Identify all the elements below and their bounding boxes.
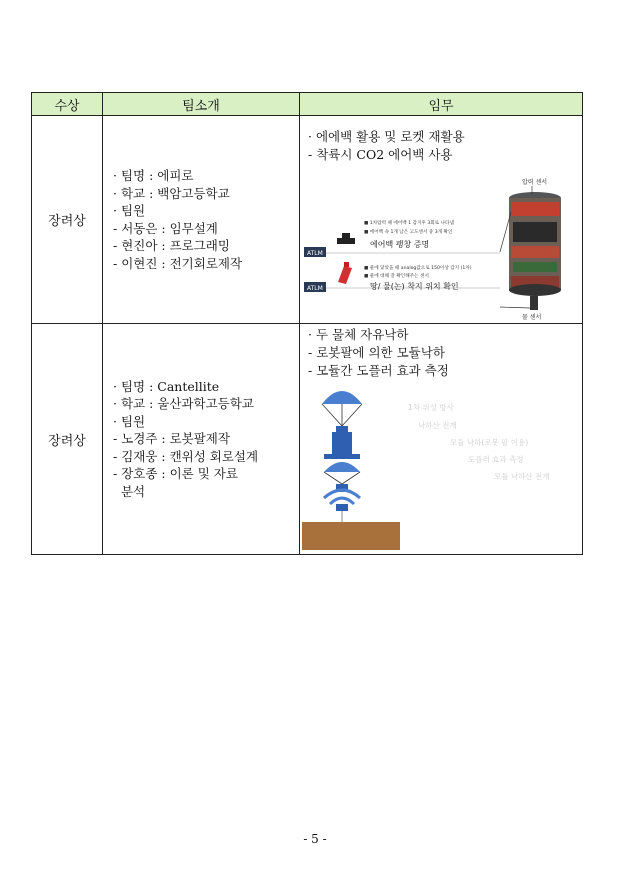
parachute-icon (324, 462, 360, 492)
team-line: · 팀명 : 에피로 (113, 168, 194, 183)
cansat-module-icon (509, 192, 561, 310)
table-row (32, 324, 583, 555)
step-caption: 도플러 효과 측정 (468, 455, 524, 464)
cansat-body-icon (324, 426, 360, 459)
mission-line: - 착륙시 CO2 에어백 사용 (308, 147, 453, 162)
page-number: - 5 - (303, 832, 327, 846)
team-line: - 서동은 : 임무설계 (113, 220, 218, 236)
mission-line: · 두 물체 자유낙하 (308, 327, 409, 342)
atlm-label-2: ATLM (307, 285, 323, 292)
pressure-sensor-label: 압력 센서 (522, 179, 548, 186)
team-line: - 김재웅 : 캔위성 회로설계 (113, 448, 259, 464)
team-cell (103, 116, 300, 324)
awards-table (31, 92, 583, 555)
doppler-wave-icon (324, 490, 360, 522)
atlm-label-1: ATLM (307, 250, 323, 257)
ground-block (302, 522, 400, 550)
team-line: - 장호종 : 이론 및 자료 (113, 466, 238, 482)
landing-check-label: 땅/ 물(논) 착지 위치 확인 (370, 282, 459, 291)
landing-bullet-1: ■ 물에 닿았을 때 analog값으로 150이상 감지 (1차) (364, 266, 472, 271)
parachute-icon (322, 391, 362, 426)
airbag-sensor-figure (300, 172, 580, 322)
mission-line: - 로봇팔에 의한 모듈낙하 (308, 345, 445, 360)
step-caption: 모듈 낙하(로봇 팔 이용) (450, 438, 529, 447)
step-caption: 모듈 낙하산 전개 (494, 472, 550, 481)
team-line: · 팀명 : Cantellite (113, 378, 220, 394)
airbag-proof-label: 에어백 팽창 증명 (370, 240, 430, 249)
mission-line: · 에에백 활용 및 로켓 재활용 (308, 129, 465, 144)
team-line: - 이현진 : 전기회로제작 (113, 255, 243, 271)
step-caption: 1차 위성 방사 (408, 403, 454, 412)
award-cell: 장려상 (32, 324, 103, 555)
team-cell (103, 324, 300, 555)
team-line: 분석 (113, 483, 146, 499)
mission-text (300, 116, 582, 164)
table-row (32, 116, 583, 324)
header-mission: 임무 (300, 93, 583, 116)
team-line: · 학교 : 울산과학고등학교 (113, 396, 254, 412)
team-line: - 노경주 : 로봇팔제작 (113, 431, 230, 447)
team-line: · 학교 : 백암고등학교 (113, 185, 230, 201)
mission-cell (300, 116, 583, 324)
table-header-row (32, 93, 583, 116)
water-sensor-device-icon (338, 262, 352, 284)
award-cell: 장려상 (32, 116, 103, 324)
mission-line: - 모듈간 도플러 효과 측정 (308, 363, 449, 378)
water-sensor-label: 물 센서 (522, 314, 542, 321)
team-line: - 현진아 : 프로그래밍 (113, 238, 230, 253)
airbag-device-icon (337, 233, 355, 244)
mission-cell (300, 324, 583, 555)
free-fall-figure (300, 378, 580, 552)
airbag-bullet-1: ■ 1차압력 때 에어백 1 감지후 3회로 나타냄 (364, 221, 454, 226)
airbag-bullet-2: ■ 에어백 속 1개 남은 고도센서 중 3개 확인 (364, 230, 453, 235)
team-line: · 팀원 (113, 203, 146, 218)
landing-bullet-2: ■ 물에 대해 잘 확인해주는 센서 (364, 274, 429, 279)
header-team: 팀소개 (103, 93, 300, 116)
mission-text (300, 324, 582, 380)
header-award: 수상 (32, 93, 103, 116)
step-caption: 낙하산 전개 (418, 421, 457, 430)
team-line: · 팀원 (113, 413, 146, 429)
